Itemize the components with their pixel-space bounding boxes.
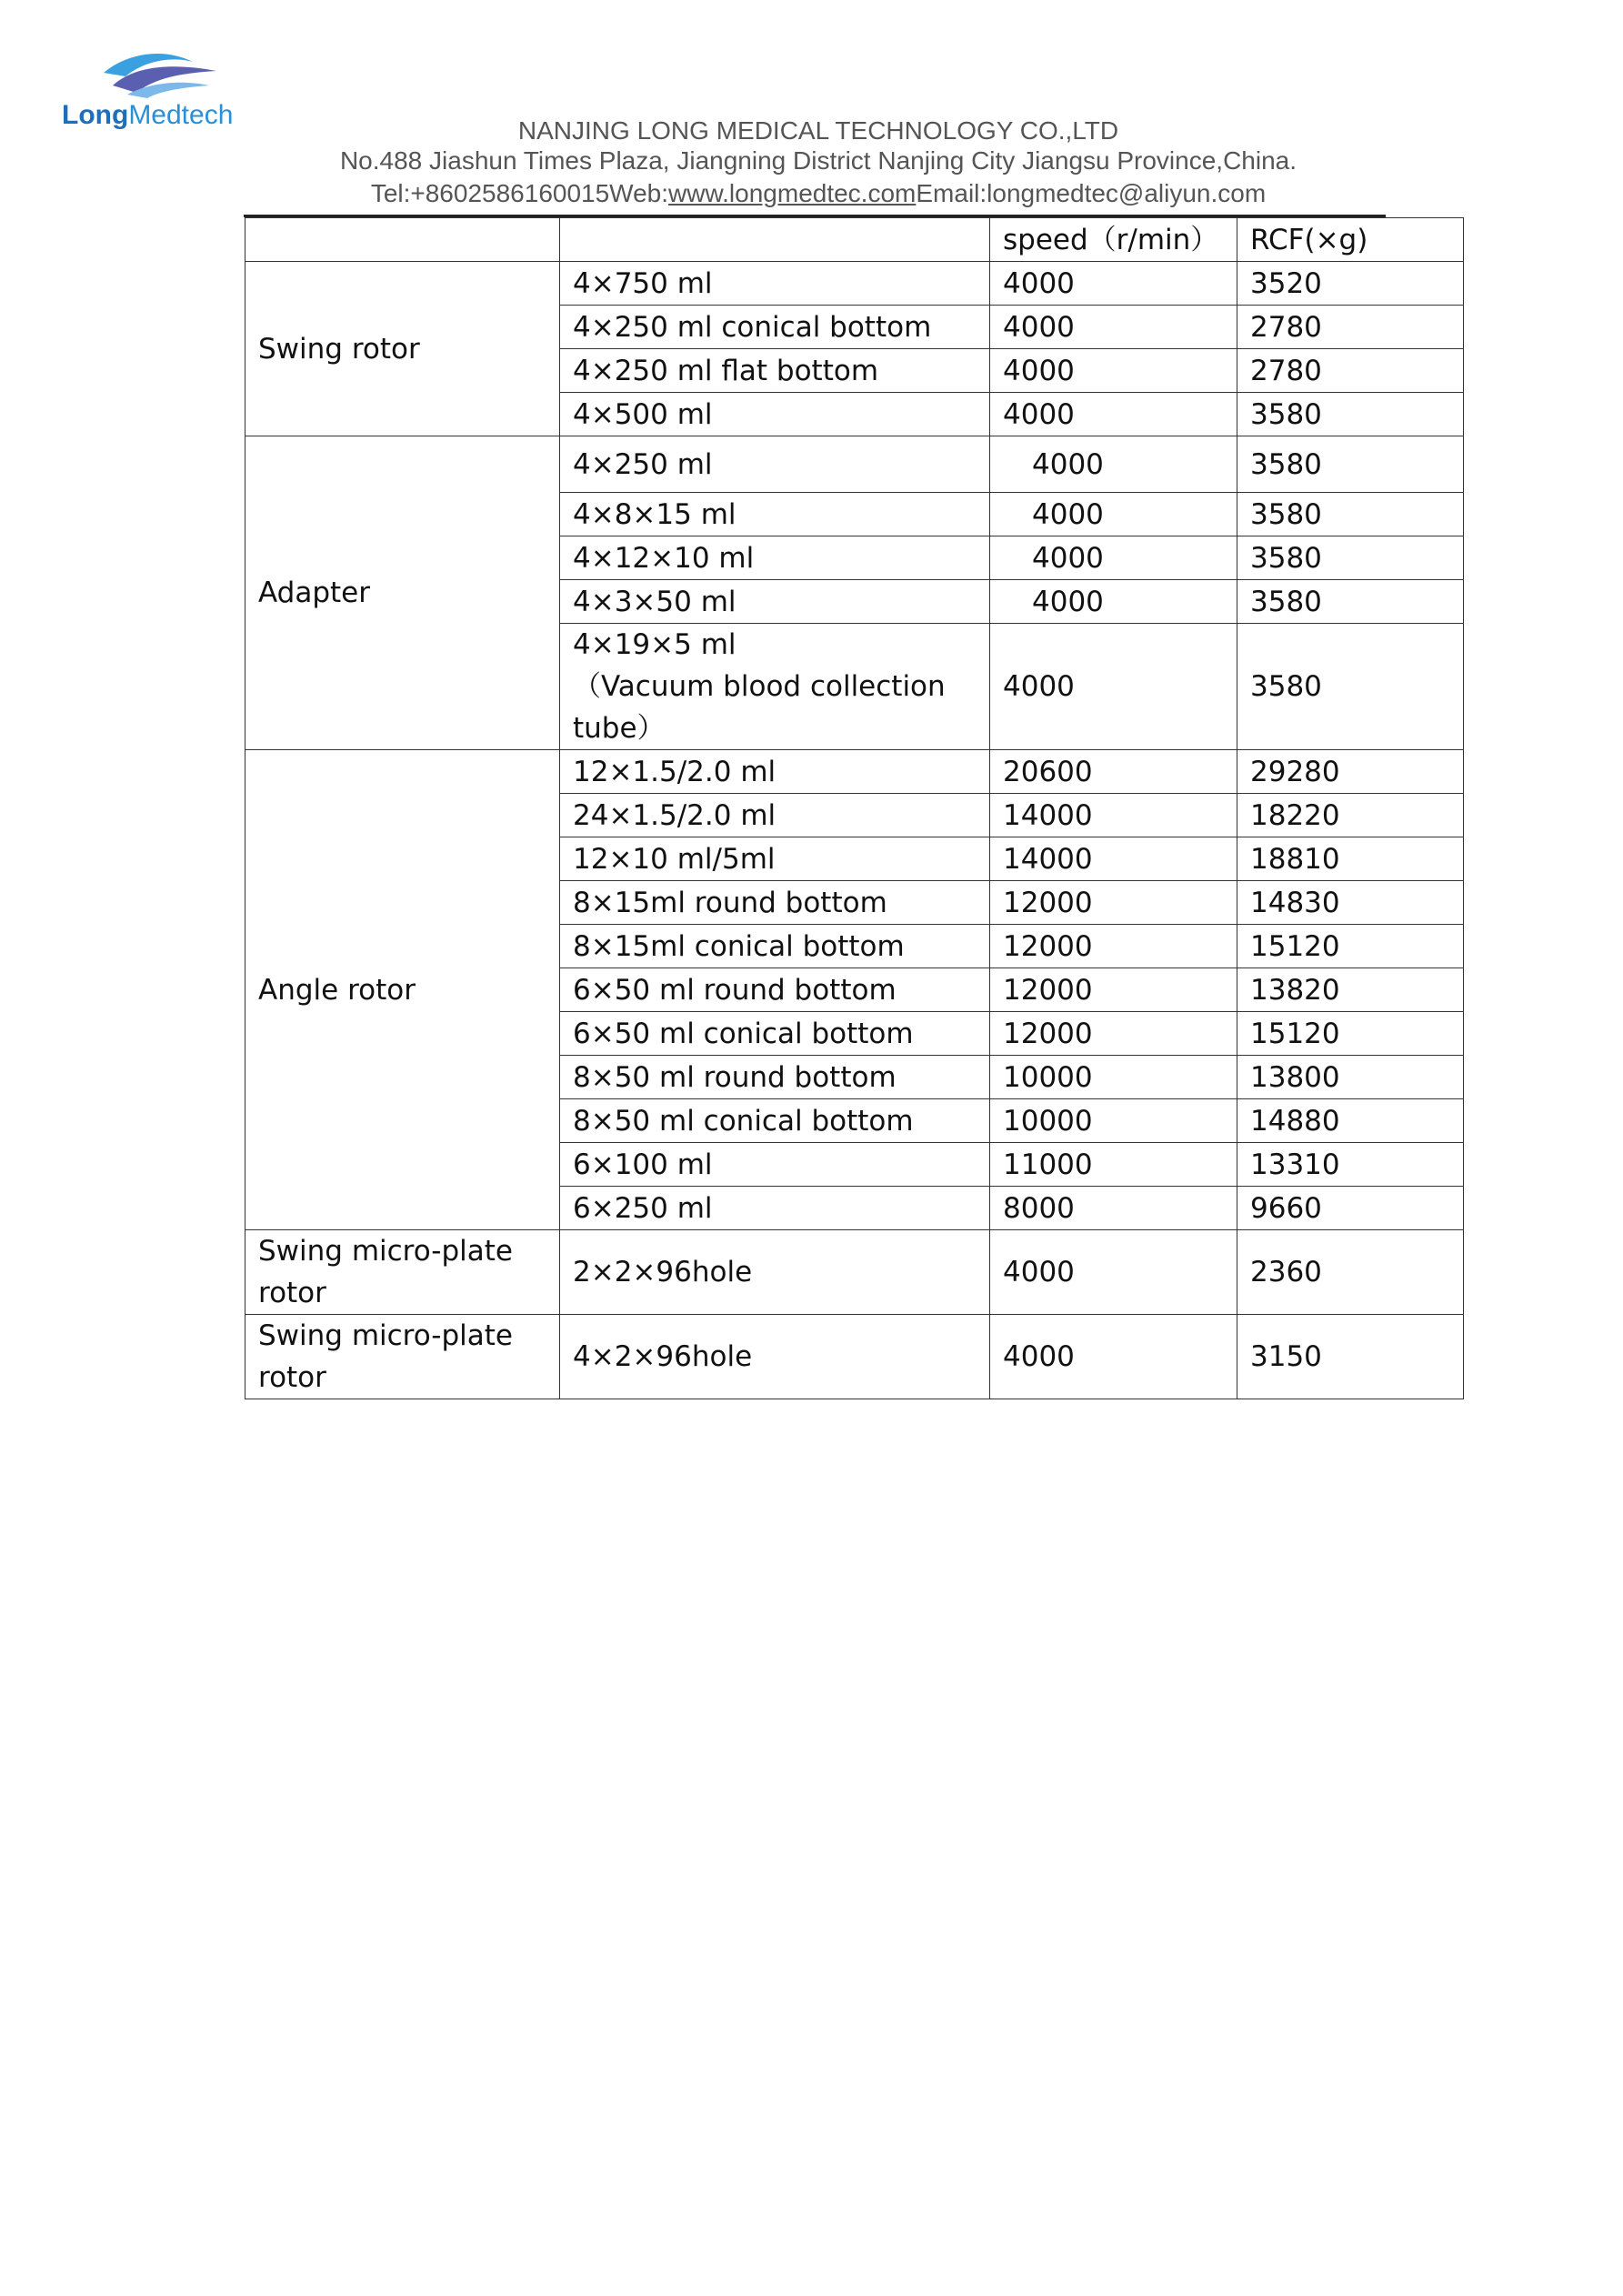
rcf-cell: 18810: [1237, 837, 1464, 881]
rcf-cell: 14880: [1237, 1099, 1464, 1143]
header-cell-rcf: RCF(×g): [1237, 218, 1464, 262]
company-contact: [0, 179, 1623, 208]
category-cell: Angle rotor: [245, 750, 560, 1230]
speed-cell: 4000: [990, 393, 1237, 436]
rcf-cell: 3150: [1237, 1315, 1464, 1399]
spec-cell: 12×1.5/2.0 ml: [560, 750, 990, 794]
speed-cell: 12000: [990, 1012, 1237, 1056]
rcf-cell: 2780: [1237, 306, 1464, 349]
table-row: [245, 1230, 1464, 1315]
rcf-cell: 2780: [1237, 349, 1464, 393]
spec-cell: 4×250 ml: [560, 436, 990, 493]
rcf-cell: 3580: [1237, 536, 1464, 580]
spec-cell: 6×250 ml: [560, 1187, 990, 1230]
table-row: [245, 262, 1464, 306]
contact-tel: Tel:+8602586160015Web:: [370, 179, 669, 207]
speed-cell: 4000: [990, 349, 1237, 393]
speed-cell: 10000: [990, 1099, 1237, 1143]
rcf-cell: 14830: [1237, 881, 1464, 925]
header-cell-category: [245, 218, 560, 262]
rotor-spec-table: [245, 217, 1464, 1399]
spec-cell: 4×250 ml flat bottom: [560, 349, 990, 393]
category-cell: Adapter: [245, 436, 560, 750]
speed-cell: 4000: [990, 436, 1237, 493]
spec-cell: 4×500 ml: [560, 393, 990, 436]
spec-cell: 6×100 ml: [560, 1143, 990, 1187]
spec-cell: 24×1.5/2.0 ml: [560, 794, 990, 837]
table-row: [245, 1315, 1464, 1399]
logo-wordmark: LongMedtech: [62, 100, 234, 130]
category-line: rotor: [258, 1277, 326, 1309]
spec-cell: 6×50 ml conical bottom: [560, 1012, 990, 1056]
rcf-cell: 15120: [1237, 925, 1464, 968]
speed-cell: 4000: [990, 493, 1237, 536]
spec-cell: 4×2×96hole: [560, 1315, 990, 1399]
spec-cell: 4×250 ml conical bottom: [560, 306, 990, 349]
spec-cell: 4×8×15 ml: [560, 493, 990, 536]
spec-cell: 12×10 ml/5ml: [560, 837, 990, 881]
category-line: Swing micro-plate: [258, 1235, 513, 1268]
speed-cell: 4000: [990, 262, 1237, 306]
speed-cell: 12000: [990, 968, 1237, 1012]
company-address: No.488 Jiashun Times Plaza, Jiangning District Nanjing City Jiangsu Province,China.: [339, 146, 1297, 175]
speed-cell: 10000: [990, 1056, 1237, 1099]
rcf-cell: 3580: [1237, 493, 1464, 536]
spec-cell: 4×750 ml: [560, 262, 990, 306]
rcf-cell: 3580: [1237, 393, 1464, 436]
rcf-cell: 3520: [1237, 262, 1464, 306]
rcf-cell: 2360: [1237, 1230, 1464, 1315]
spec-cell: 8×50 ml round bottom: [560, 1056, 990, 1099]
spec-line: 4×19×5 ml: [573, 628, 736, 661]
table-row: [245, 436, 1464, 493]
spec-cell: [560, 624, 990, 750]
table-header-row: [245, 218, 1464, 262]
speed-cell: 4000: [990, 624, 1237, 750]
rcf-cell: 13820: [1237, 968, 1464, 1012]
rcf-cell: 15120: [1237, 1012, 1464, 1056]
speed-cell: 11000: [990, 1143, 1237, 1187]
spec-cell: 2×2×96hole: [560, 1230, 990, 1315]
speed-cell: 14000: [990, 837, 1237, 881]
category-line: Swing micro-plate: [258, 1319, 513, 1352]
contact-email: Email:longmedtec@aliyun.com: [916, 179, 1267, 207]
rcf-cell: 3580: [1237, 580, 1464, 624]
speed-cell: 8000: [990, 1187, 1237, 1230]
speed-cell: 4000: [990, 1315, 1237, 1399]
rcf-cell: 3580: [1237, 436, 1464, 493]
rcf-cell: 13800: [1237, 1056, 1464, 1099]
spec-cell: 6×50 ml round bottom: [560, 968, 990, 1012]
spec-cell: 4×3×50 ml: [560, 580, 990, 624]
speed-cell: 4000: [990, 580, 1237, 624]
spec-cell: 8×15ml round bottom: [560, 881, 990, 925]
speed-cell: 4000: [990, 306, 1237, 349]
speed-cell: 20600: [990, 750, 1237, 794]
rcf-cell: 29280: [1237, 750, 1464, 794]
wave-logo-icon: [100, 45, 218, 98]
speed-cell: 12000: [990, 881, 1237, 925]
website-link[interactable]: www.longmedtec.com: [668, 179, 917, 207]
spec-line: tube）: [573, 712, 666, 745]
spec-cell: 4×12×10 ml: [560, 536, 990, 580]
rcf-cell: 13310: [1237, 1143, 1464, 1187]
category-cell: Swing rotor: [245, 262, 560, 436]
speed-cell: 4000: [990, 536, 1237, 580]
speed-cell: 4000: [990, 1230, 1237, 1315]
header-cell-speed: speed（r/min）: [990, 218, 1237, 262]
spec-cell: 8×15ml conical bottom: [560, 925, 990, 968]
spec-line: （Vacuum blood collection: [573, 670, 946, 703]
speed-cell: 12000: [990, 925, 1237, 968]
company-name: NANJING LONG MEDICAL TECHNOLOGY CO.,LTD: [517, 116, 1119, 145]
table-row: [245, 750, 1464, 794]
header-cell-spec: [560, 218, 990, 262]
rcf-cell: 9660: [1237, 1187, 1464, 1230]
category-cell: [245, 1315, 560, 1399]
speed-cell: 14000: [990, 794, 1237, 837]
category-line: rotor: [258, 1361, 326, 1394]
category-cell: [245, 1230, 560, 1315]
spec-cell: 8×50 ml conical bottom: [560, 1099, 990, 1143]
rcf-cell: 3580: [1237, 624, 1464, 750]
rcf-cell: 18220: [1237, 794, 1464, 837]
